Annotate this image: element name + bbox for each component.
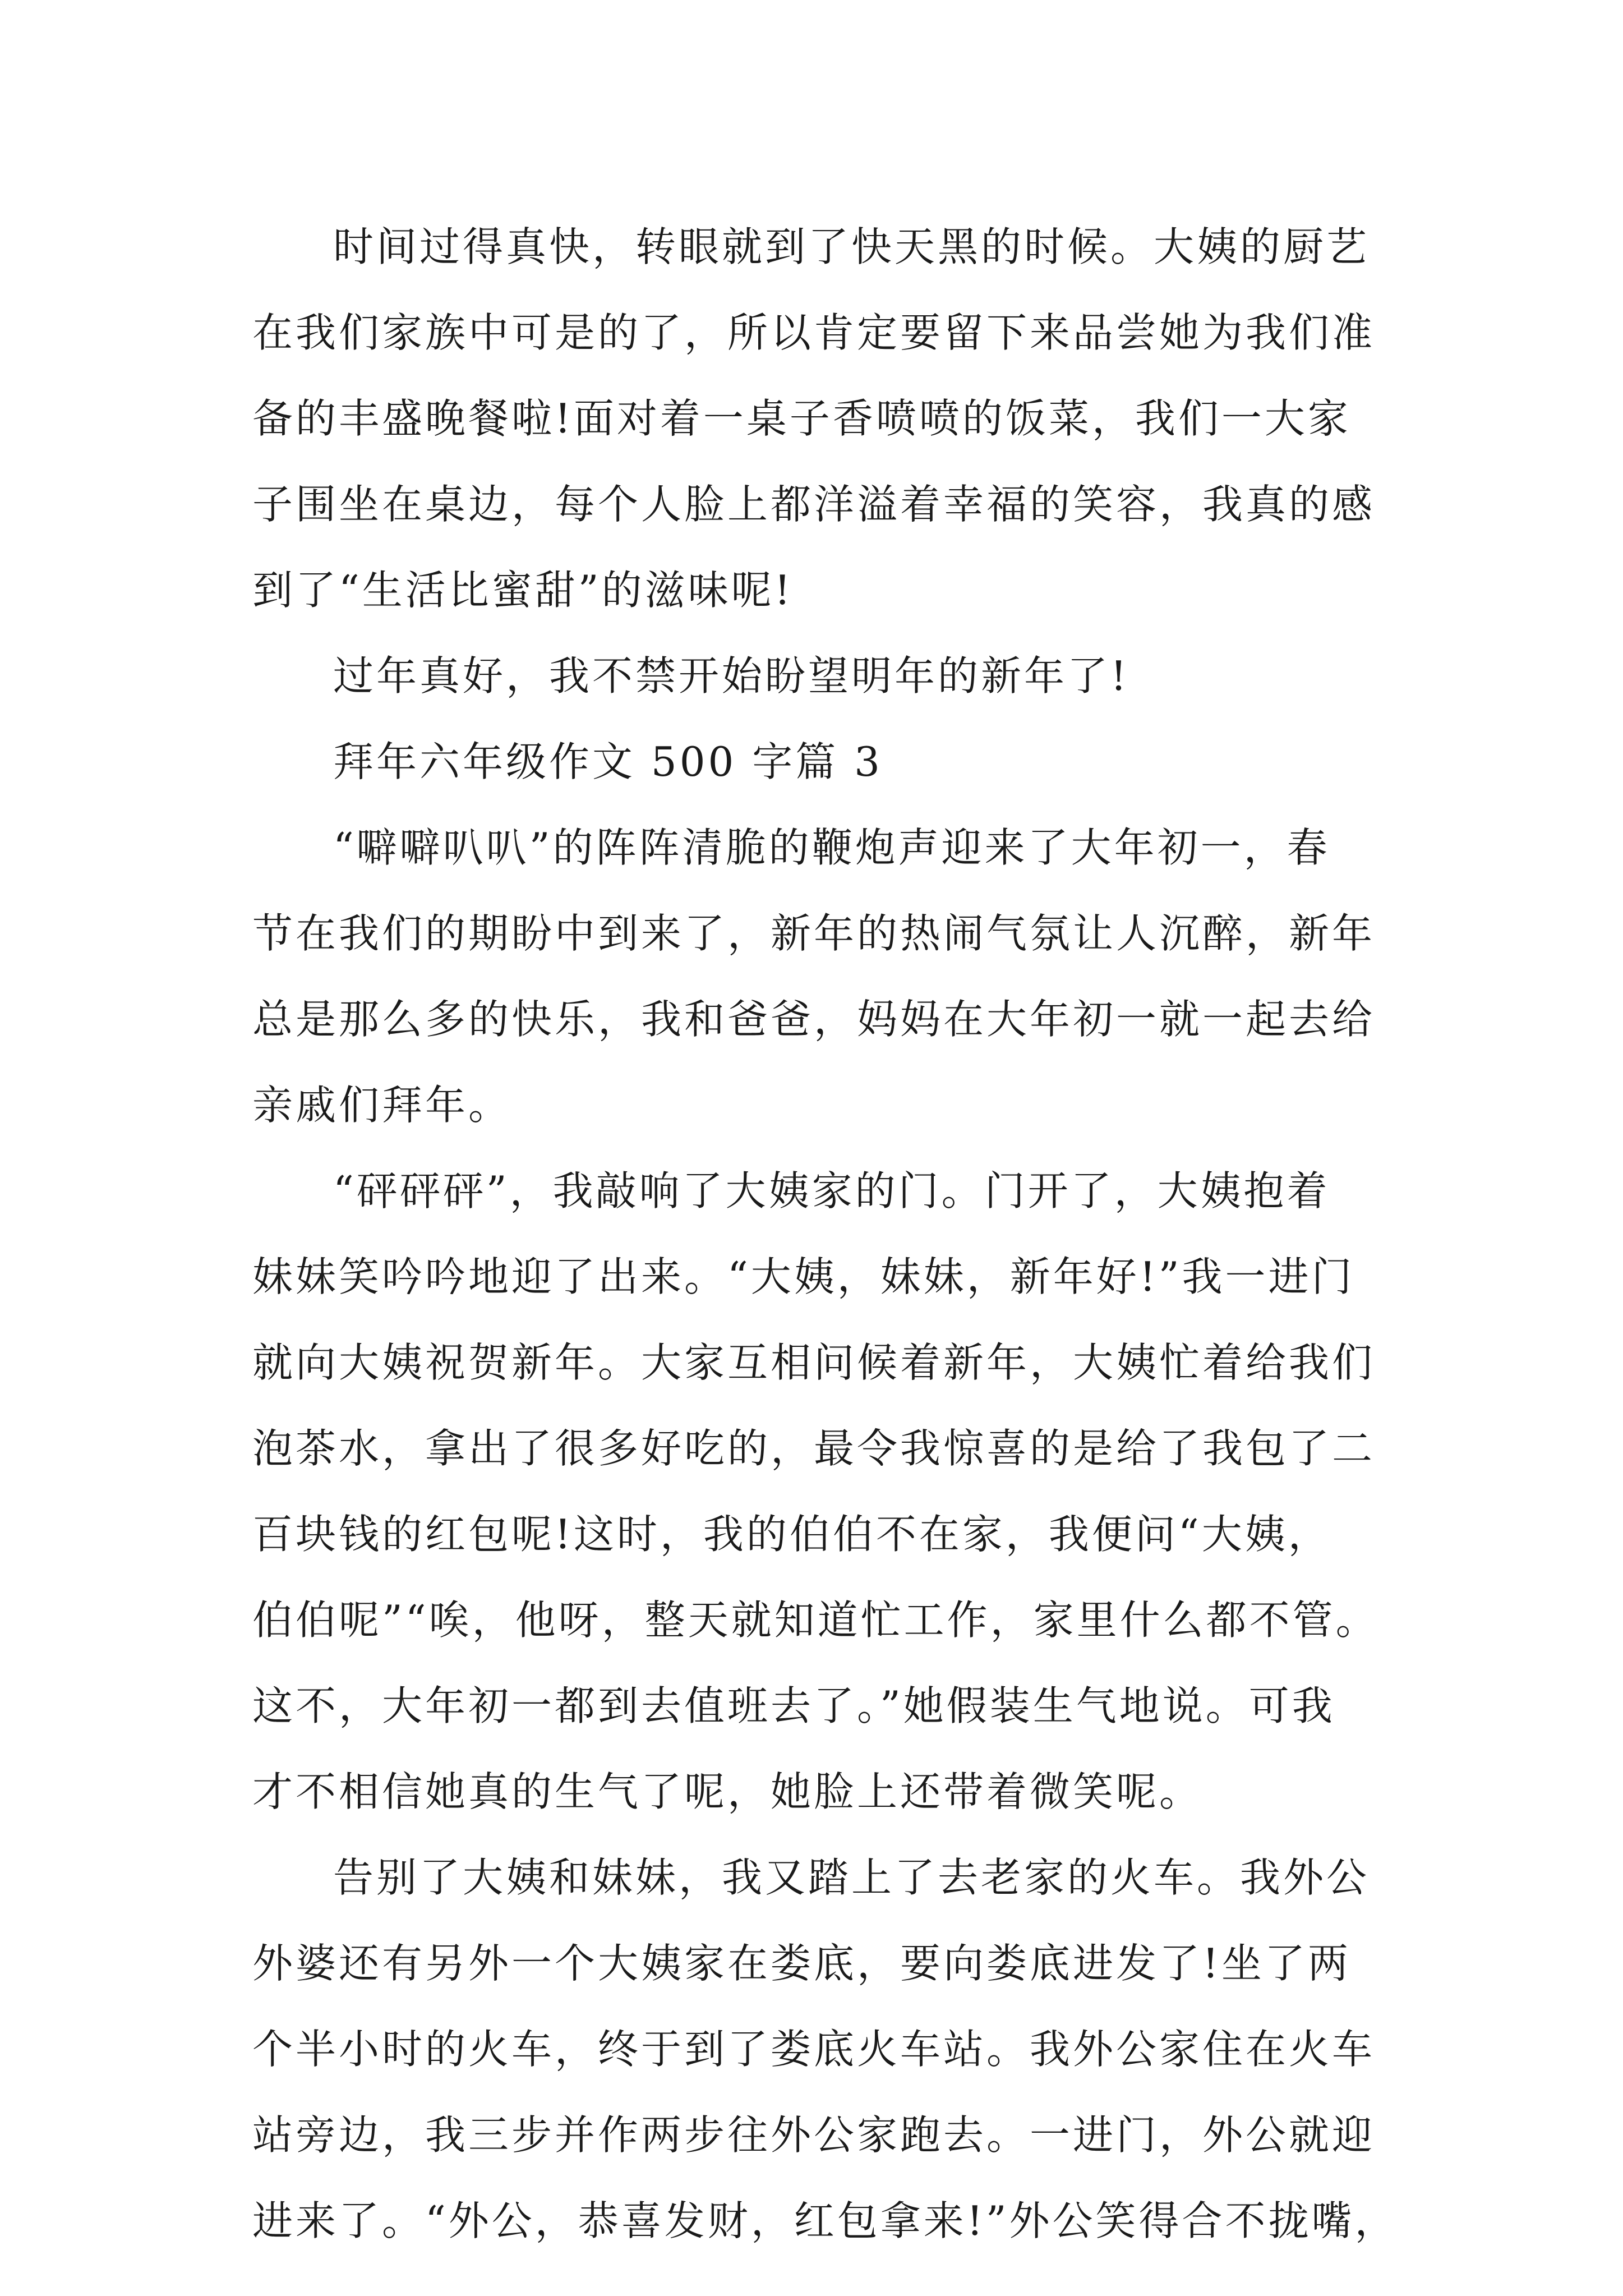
text-line: 亲戚们拜年。: [252, 1082, 512, 1129]
text-line: 到了“生活比蜜甜”的滋味呢!: [252, 567, 794, 614]
section-heading: 拜年六年级作文 500 字篇 3: [333, 738, 883, 785]
text-line: 子围坐在桌边，每个人脸上都洋溢着幸福的笑容，我真的感: [252, 481, 1376, 528]
text-line: 个半小时的火车，终于到了娄底火车站。我外公家住在火车: [252, 2026, 1376, 2073]
text-line: “噼噼叭叭”的阵阵清脆的鞭炮声迎来了大年初一，春: [333, 824, 1330, 871]
text-line: 百块钱的红包呢!这时，我的伯伯不在家，我便问“大姨，: [252, 1511, 1331, 1558]
text-line: 节在我们的期盼中到来了，新年的热闹气氛让人沉醉，新年: [252, 910, 1376, 957]
text-line: 站旁边，我三步并作两步往外公家跑去。一进门，外公就迎: [252, 2111, 1376, 2159]
text-line: 过年真好，我不禁开始盼望明年的新年了!: [333, 652, 1129, 700]
text-line: 备的丰盛晚餐啦!面对着一桌子香喷喷的饭菜，我们一大家: [252, 395, 1351, 442]
text-line: 就向大姨祝贺新年。大家互相问候着新年，大姨忙着给我们: [252, 1339, 1376, 1386]
text-line: 告别了大姨和妹妹，我又踏上了去老家的火车。我外公: [333, 1854, 1370, 1901]
text-line: 外婆还有另外一个大姨家在娄底，要向娄底进发了!坐了两: [252, 1940, 1351, 1987]
text-line: “砰砰砰”，我敲响了大姨家的门。门开了，大姨抱着: [333, 1167, 1330, 1214]
text-line: 泡茶水，拿出了很多好吃的，最令我惊喜的是给了我包了二: [252, 1425, 1376, 1472]
text-line: 妹妹笑吟吟地迎了出来。“大姨，妹妹，新年好!”我一进门: [252, 1253, 1355, 1300]
text-line: 这不，大年初一都到去值班去了。”她假装生气地说。可我: [252, 1682, 1335, 1729]
text-line: 才不相信她真的生气了呢，她脸上还带着微笑呢。: [252, 1768, 1203, 1815]
text-line: 进来了。“外公，恭喜发财，红包拿来!”外公笑得合不拢嘴，: [252, 2197, 1398, 2244]
text-line: 伯伯呢”“唉，他呀，整天就知道忙工作，家里什么都不管。: [252, 1596, 1379, 1644]
text-line: 总是那么多的快乐，我和爸爸，妈妈在大年初一就一起去给: [252, 996, 1376, 1043]
text-line: 在我们家族中可是的了，所以肯定要留下来品尝她为我们准: [252, 309, 1376, 356]
text-line: 时间过得真快，转眼就到了快天黑的时候。大姨的厨艺: [333, 223, 1370, 270]
